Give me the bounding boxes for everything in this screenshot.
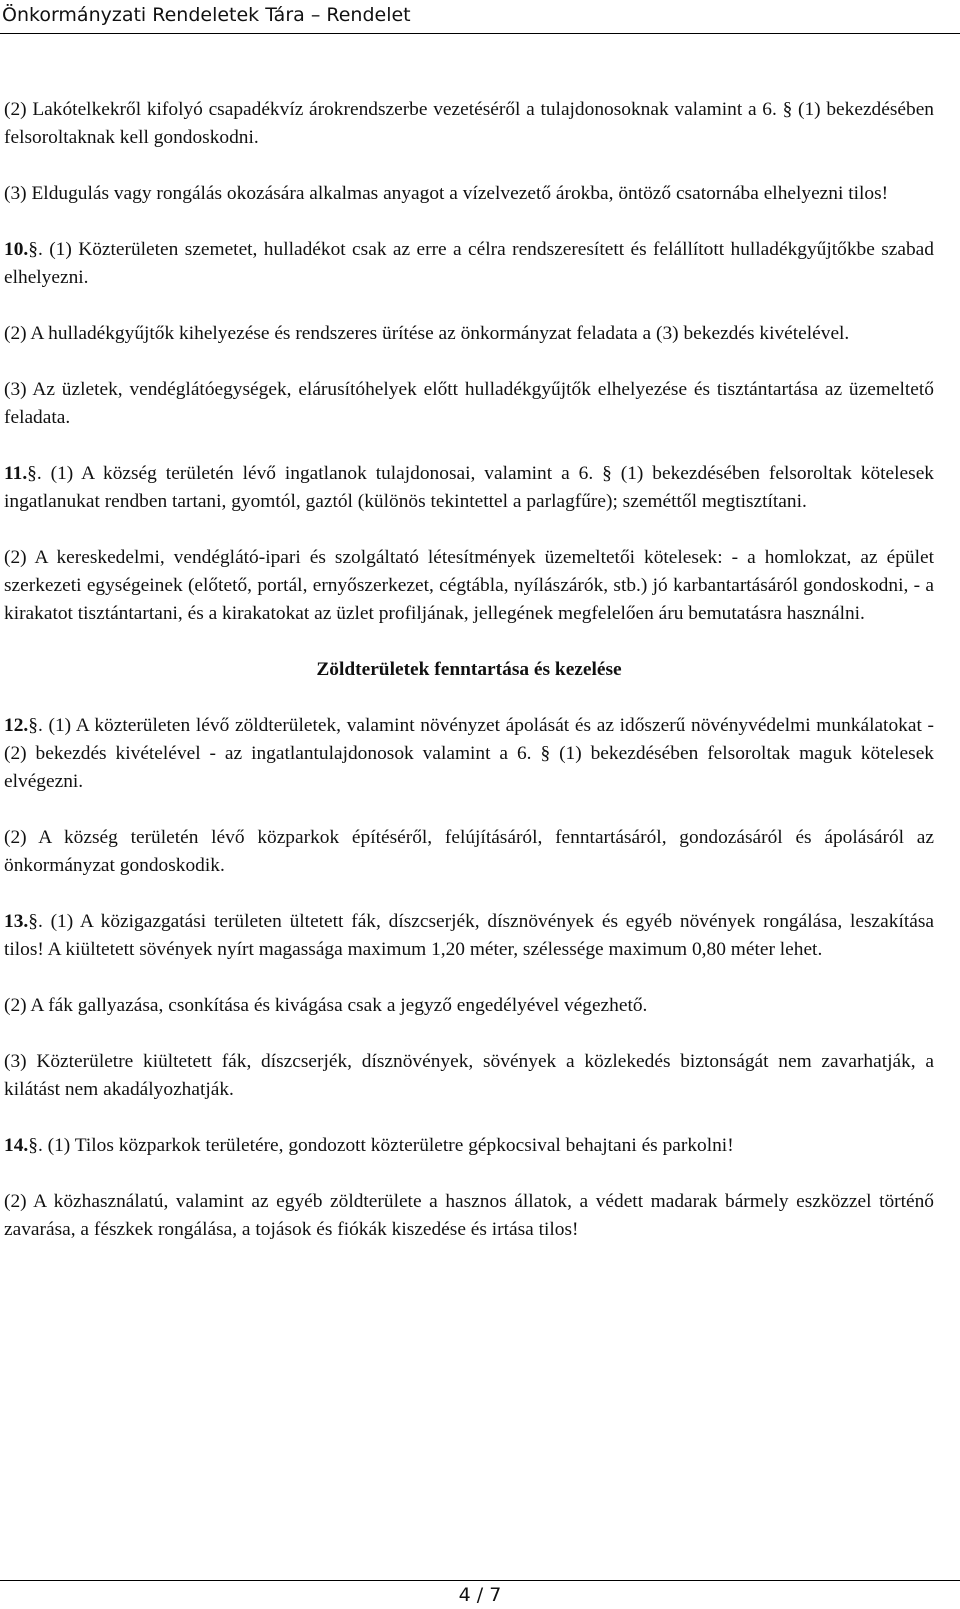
paragraph [4, 908, 934, 964]
paragraph [4, 180, 934, 208]
paragraph-text: (2) Lakótelkekről kifolyó csapadékvíz árokrendszerbe vezetéséről a tulajdonosoknak valamint a 6. § (1) bekezdésében felsoroltaknak kell gondoskodni. [4, 99, 934, 148]
paragraph [4, 236, 934, 292]
paragraph-text: (3) Eldugulás vagy rongálás okozására alkalmas anyagot a vízelvezető árokba, öntöző csatornába elhelyezni tilos! [4, 183, 889, 204]
paragraph-text: (3) Az üzletek, vendéglátóegységek, elárusítóhelyek előtt hulladékgyűjtők elhelyezése és tisztántartása az üzemeltető feladata. [4, 379, 934, 428]
paragraph-text: (2) A közhasználatú, valamint az egyéb zöldterülete a hasznos állatok, a védett madarak bármely eszközzel történő zavarása, a fészkek rongálása, a tojások és fiókák kiszedése és irtása tilos! [4, 1191, 934, 1240]
paragraph [4, 824, 934, 880]
page-header [0, 0, 960, 34]
paragraph [4, 712, 934, 796]
section-heading: Zöldterületek fenntartása és kezelése [316, 659, 622, 680]
paragraph-text: §. (1) A község területén lévő ingatlanok tulajdonosai, valamint a 6. § (1) bekezdésében felsoroltak kötelesek ingatlanukat rendben tartani, gyomtól, gaztól (különös tekintettel a parlagfűre); szeméttől megtisztítani. [4, 463, 934, 512]
paragraph [4, 1048, 934, 1104]
paragraph-text: (2) A kereskedelmi, vendéglátó-ipari és szolgáltató létesítmények üzemeltetői kötelesek: - a homlokzat, az épület szerkezeti egységeinek (előtető, portál, ernyőszerkezet, cégtábla, nyílászárók, stb.) jó karbantartásáról gondoskodni, - a kirakatot tisztántartani, és a kirakatokat az üzlet profiljának, jellegének megfelelően áru bemutatásra használni. [4, 547, 934, 624]
paragraph-text: (2) A hulladékgyűjtők kihelyezése és rendszeres ürítése az önkormányzat feladata a (3) bekezdés kivételével. [4, 323, 850, 344]
paragraph [4, 376, 934, 432]
page-footer [0, 1580, 960, 1609]
paragraph-text: §. (1) A közigazgatási területen ültetett fák, díszcserjék, dísznövények és egyéb növények rongálása, leszakítása tilos! A kiültetett sövények nyírt magassága maximum 1,20 méter, szélessége maximum 0,80 méter lehet. [4, 911, 934, 960]
paragraph-text: (2) A fák gallyazása, csonkítása és kivágása csak a jegyző engedélyével végezhető. [4, 995, 648, 1016]
paragraph [4, 320, 934, 348]
paragraph [4, 460, 934, 516]
section-number: 13. [4, 911, 29, 932]
paragraph-text: (2) A község területén lévő közparkok építéséről, felújításáról, fenntartásáról, gondozásáról és ápolásáról az önkormányzat gondoskodik. [4, 827, 934, 876]
page-number: 4 / 7 [458, 1584, 502, 1606]
paragraph-text: §. (1) Közterületen szemetet, hulladékot csak az erre a célra rendszeresített és felállított hulladékgyűjtőkbe szabad elhelyezni. [4, 239, 934, 288]
paragraph [4, 96, 934, 152]
paragraph-text: (3) Közterületre kiültetett fák, díszcserjék, dísznövények, sövények a közlekedés biztonságát nem zavarhatják, a kilátást nem akadályozhatják. [4, 1051, 934, 1100]
paragraph [4, 1132, 934, 1160]
paragraph [4, 1188, 934, 1244]
paragraph [4, 992, 934, 1020]
section-number: 10. [4, 239, 29, 260]
paragraph-text: §. (1) Tilos közparkok területére, gondozott közterületre gépkocsival behajtani és parkolni! [28, 1135, 734, 1156]
section-number: 12. [4, 715, 29, 736]
section-number: 14. [4, 1135, 29, 1156]
header-title: Önkormányzati Rendeletek Tára – Rendelet [2, 4, 411, 26]
paragraph [4, 544, 934, 628]
document-body [4, 96, 934, 1272]
paragraph-text: §. (1) A közterületen lévő zöldterületek, valamint növényzet ápolását és az időszerű növényvédelmi munkálatokat - (2) bekezdés kivételével - az ingatlantulajdonosok valamint a 6. § (1) bekezdésében felsoroltak maguk kötelesek elvégezni. [4, 715, 934, 792]
section-number: 11. [4, 463, 28, 484]
